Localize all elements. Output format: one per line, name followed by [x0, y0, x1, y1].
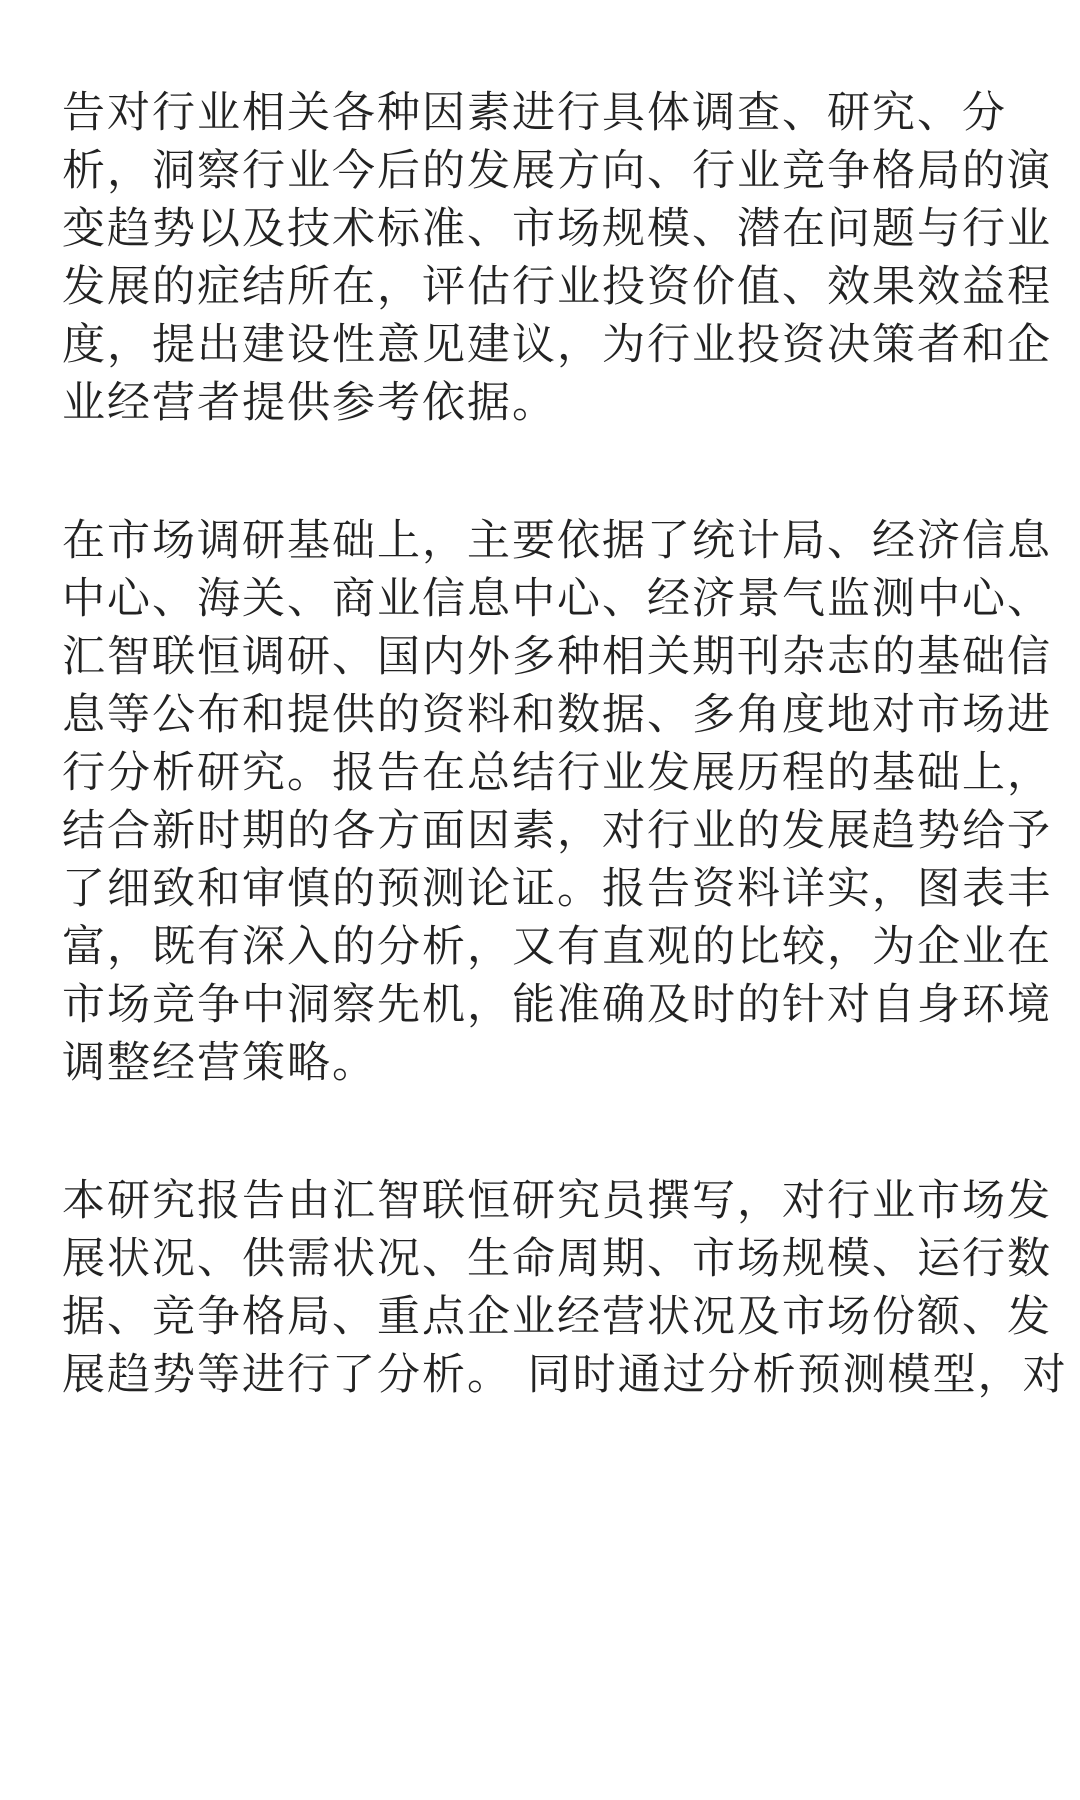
text-line: 展状况、供需状况、生命周期、市场规模、运行数 [62, 1234, 1052, 1284]
paragraph-3 [62, 1172, 1068, 1404]
text-line: 息等公布和提供的资料和数据、多角度地对市场进 [62, 690, 1052, 740]
text-line: 中心、海关、商业信息中心、经济景气监测中心、 [62, 574, 1052, 624]
text-line: 告对行业相关各种因素进行具体调查、研究、分 [62, 88, 1007, 138]
text-line: 市场竞争中洞察先机，能准确及时的针对自身环境 [62, 980, 1052, 1030]
text-line: 结合新时期的各方面因素，对行业的发展趋势给予 [62, 806, 1052, 856]
text-line: 展趋势等进行了分析。 同时通过分析预测模型，对 [62, 1350, 1068, 1400]
paragraph-1 [62, 84, 1052, 432]
text-line: 据、竞争格局、重点企业经营状况及市场份额、发 [62, 1292, 1052, 1342]
text-line: 度，提出建设性意见建议，为行业投资决策者和企 [62, 320, 1052, 370]
text-line: 汇智联恒调研、国内外多种相关期刊杂志的基础信 [62, 632, 1052, 682]
text-line: 调整经营策略。 [62, 1038, 377, 1088]
text-line: 行分析研究。报告在总结行业发展历程的基础上， [62, 748, 1052, 798]
text-line: 了细致和审慎的预测论证。报告资料详实，图表丰 [62, 864, 1052, 914]
text-line: 在市场调研基础上，主要依据了统计局、经济信息 [62, 516, 1052, 566]
paragraph-2 [62, 512, 1052, 1092]
article-body [62, 84, 1068, 1484]
text-line: 本研究报告由汇智联恒研究员撰写，对行业市场发 [62, 1176, 1052, 1226]
text-line: 富，既有深入的分析，又有直观的比较，为企业在 [62, 922, 1052, 972]
text-line: 发展的症结所在，评估行业投资价值、效果效益程 [62, 262, 1052, 312]
text-line: 析，洞察行业今后的发展方向、行业竞争格局的演 [62, 146, 1052, 196]
text-line: 变趋势以及技术标准、市场规模、潜在问题与行业 [62, 204, 1052, 254]
text-line: 业经营者提供参考依据。 [62, 378, 557, 428]
